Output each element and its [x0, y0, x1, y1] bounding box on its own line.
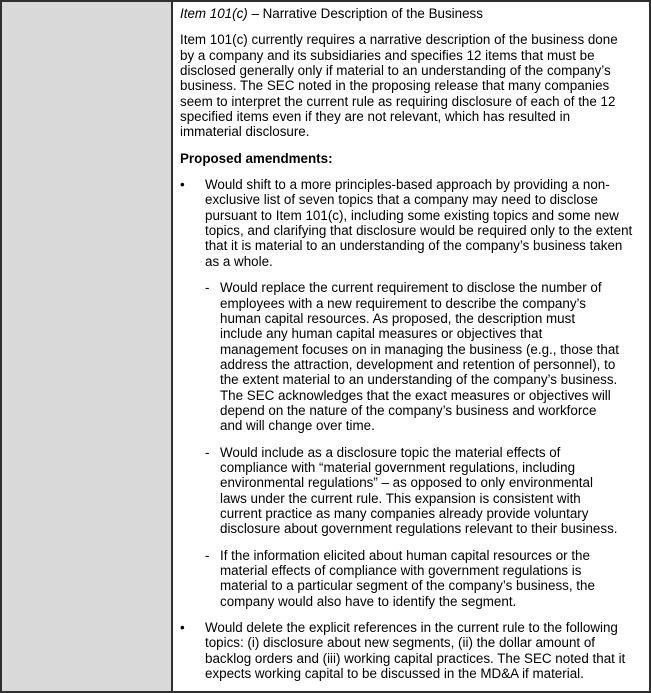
bullet-marker: • [180, 177, 185, 193]
sub-bullet-item-government-regulations [205, 445, 644, 537]
bullet-item-principles-based [180, 177, 644, 269]
sub-bullet-marker: - [205, 280, 210, 296]
sub-bullet-text: Would include as a disclosure topic the material effects of compliance with “material government regulations, including environmental regulations” – as opposed to only environmental laws under the current rule. This expansion is consistent with current practice as many companies already provide voluntary disclosure about government regulations relevant to their business. [220, 444, 618, 537]
table-left-column-cell [2, 2, 173, 691]
sub-bullet-item-segment-identification [205, 548, 644, 609]
sub-bullet-marker: - [205, 547, 210, 563]
table-right-column-cell [173, 2, 649, 691]
proposed-amendments-heading: Proposed amendments: [180, 150, 333, 166]
bullet-text: Would shift to a more principles-based approach by providing a non-exclusive list of seven topics that a company may need to disclose pursuant to Item 101(c), including some existing topics and some new topics, and clarifying that disclosure would be required only to the extent that it is material to an understanding of the company’s business taken as a whole. [205, 177, 633, 269]
section-title [180, 6, 644, 21]
sub-bullet-text: Would replace the current requirement to disclose the number of employees with a new requirement to describe the company’s human capital resources. As proposed, the description must include any human capital measures or objectives that management focuses on in managing the business (e.g., those that address the attraction, development and retention of personnel), to the extent material to an understanding of the company’s business. The SEC acknowledges that the exact measures or objectives will depend on the nature of the company’s business and workforce and will change over time. [220, 280, 619, 434]
section-title-item-number: Item 101(c) [180, 6, 248, 21]
sub-bullet-marker: - [205, 444, 210, 460]
intro-paragraph: Item 101(c) currently requires a narrative description of the business done by a company and its subsidiaries and specifies 12 items that must be disclosed generally only if material to an understanding of the company’s business. The SEC noted in the proposing release that many companies seem to interpret the current rule as requiring disclosure of each of the 12 specified items even if they are not relevant, which has resulted in immaterial disclosure. [180, 32, 618, 140]
sub-bullet-item-human-capital [205, 280, 644, 433]
bullet-item-delete-references [180, 620, 644, 681]
sub-bullet-text: If the information elicited about human capital resources or the material effects of compliance with government regulations is material to a particular segment of the company’s business, the company would also have to identify the segment. [220, 547, 595, 609]
section-title-description: – Narrative Description of the Business [247, 6, 483, 21]
bullet-marker: • [180, 620, 185, 636]
bullet-text: Would delete the explicit references in the current rule to the following topics: (i) disclosure about new segments, (ii) the dollar amount of backlog orders and (iii) working capital practices. The SEC noted that it expects working capital to be discussed in the MD&A if material. [205, 620, 626, 682]
